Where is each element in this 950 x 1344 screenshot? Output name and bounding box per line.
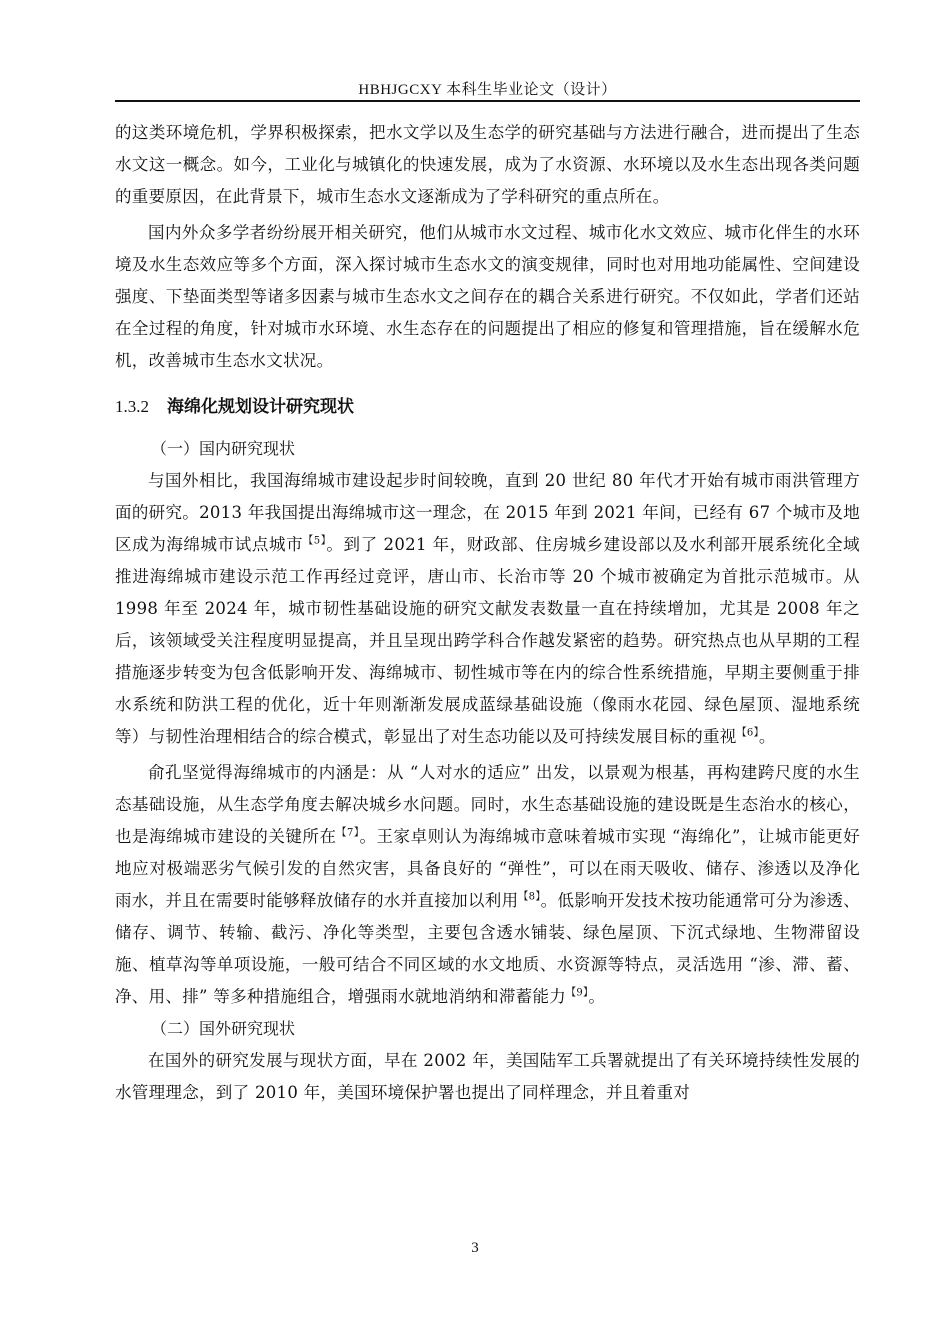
- citation-ref: 【5】: [303, 535, 327, 547]
- subheading-foreign: （二）国外研究现状: [151, 1019, 296, 1038]
- text-run: 。王家卓则认为海绵城市意味着城市实现 “海绵化”，让城市能更好地应对极端恶劣气候引发的自然灾害，具备良好的 “弹性”，可以在雨天吸收、储存、渗透以及净化雨水，并且在需要时能够释放储存的水并直接加以利用: [115, 827, 860, 910]
- section-title: 海绵化规划设计研究现状: [167, 397, 354, 417]
- paragraph-research-overview: 国内外众多学者纷纷展开相关研究，他们从城市水文过程、城市化水文效应、城市化伴生的水环境及水生态效应等多个方面，深入探讨城市生态水文的演变规律，同时也对用地功能属性、空间建设强度、下垫面类型等诸多因素与城市生态水文之间存在的耦合关系进行研究。不仅如此，学者们还站在全过程的角度，针对城市水环境、水生态存在的问题提出了相应的修复和管理措施，旨在缓解水危机，改善城市生态水文状况。: [115, 223, 860, 370]
- text-run: 与国外相比，我国海绵城市建设起步时间较晚，直到 20 世纪 80 年代才开始有城市雨洪管理方面的研究。2013 年我国提出海绵城市这一理念，在 2015 年到 2021 年间，已经有 67 个城市及地区成为海绵城市试点城市: [115, 471, 860, 554]
- paragraph-domestic-1: [115, 465, 860, 753]
- text-run: 。到了 2021 年，财政部、住房城乡建设部以及水利部开展系统化全域推进海绵城市建设示范工作再经过竞评，唐山市、长治市等 20 个城市被确定为首批示范城市。从 1998 年至 2024 年，城市韧性基础设施的研究文献发表数量一直在持续增加，尤其是 2008 年之后，该领域受关注程度明显提高，并且呈现出跨学科合作越发紧密的趋势。研究热点也从早期的工程措施逐步转变为包含低影响开发、海绵城市、韧性城市等在内的综合性系统措施，早期主要侧重于排水系统和防洪工程的优化，近十年则渐渐发展成蓝绿基础设施（像雨水花园、绿色屋顶、湿地系统等）与韧性治理相结合的综合模式，彰显出了对生态功能以及可持续发展目标的重视: [115, 535, 860, 746]
- citation-ref: 【8】: [518, 891, 541, 903]
- paragraph-foreign-1: 在国外的研究发展与现状方面，早在 2002 年，美国陆军工兵署就提出了有关环境持续性发展的水管理理念，到了 2010 年，美国环境保护署也提出了同样理念，并且着重对: [115, 1051, 860, 1102]
- page-number: 3: [471, 1240, 479, 1256]
- header-rule: [115, 100, 860, 102]
- citation-ref: 【9】: [566, 987, 589, 999]
- paragraph-continued: 的这类环境危机，学界积极探索，把水文学以及生态学的研究基础与方法进行融合，进而提出了生态水文这一概念。如今，工业化与城镇化的快速发展，成为了水资源、水环境以及水生态出现各类问题的重要原因，在此背景下，城市生态水文逐渐成为了学科研究的重点所在。: [115, 123, 860, 206]
- page-body: [115, 117, 860, 1109]
- running-header: HBHJGCXY 本科生毕业论文（设计）: [358, 82, 617, 98]
- subheading-domestic: （一）国内研究现状: [151, 439, 296, 458]
- citation-ref: 【6】: [736, 727, 759, 739]
- paragraph-domestic-2: [115, 757, 860, 1013]
- text-run: 。: [758, 727, 776, 746]
- section-heading: [115, 389, 860, 425]
- text-run: 。低影响开发技术按功能通常可分为渗透、储存、调节、转输、截污、净化等类型，主要包含透水铺装、绿色屋顶、下沉式绿地、生物滞留设施、植草沟等单项设施，一般可结合不同区域的水文地质、水资源等特点，灵活选用 “渗、滞、蓄、净、用、排” 等多种措施组合，增强雨水就地消纳和滞蓄能力: [115, 891, 861, 1006]
- text-run: 。: [588, 987, 606, 1006]
- text-run: 俞孔坚觉得海绵城市的内涵是：从 “人对水的适应” 出发，以景观为根基，再构建跨尺度的水生态基础设施，从生态学角度去解决城乡水问题。同时，水生态基础设施的建设既是生态治水的核心，也是海绵城市建设的关键所在: [115, 763, 860, 846]
- citation-ref: 【7】: [336, 827, 360, 839]
- section-number: 1.3.2: [115, 397, 149, 416]
